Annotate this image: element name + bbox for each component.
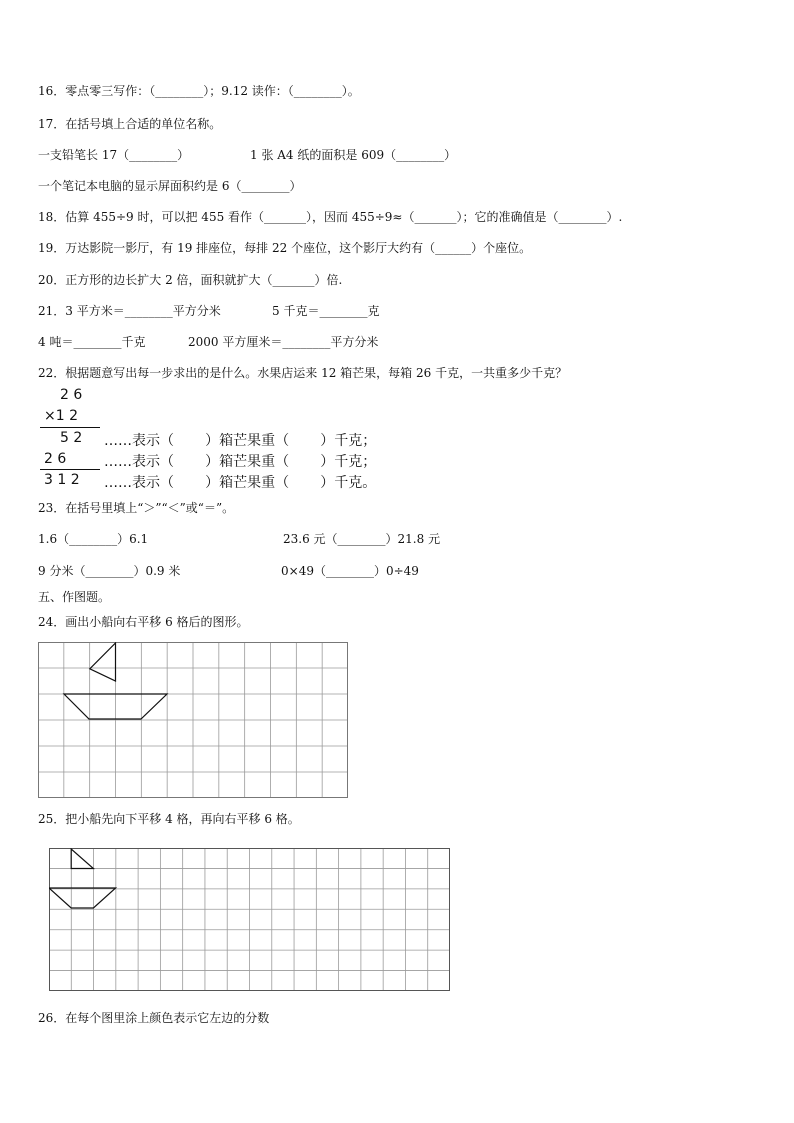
mul-rule-1 — [40, 427, 100, 428]
grid-q25-lines — [49, 848, 450, 991]
boat-sail — [71, 849, 93, 869]
q26: 26．在每个图里涂上颜色表示它左边的分数 — [38, 1011, 270, 1025]
boat-sail — [90, 643, 116, 681]
boat-hull — [49, 888, 116, 908]
q21d: 2000 平方厘米＝________平方分米 — [188, 335, 379, 349]
q21b: 5 千克＝________克 — [272, 304, 380, 318]
mul-partial-2: 2 6 — [44, 451, 67, 467]
q23b: 23.6 元（________）21.8 元 — [283, 532, 441, 546]
mul-partial-1: 5 2 — [60, 430, 83, 446]
mul-result: 3 1 2 — [44, 472, 80, 488]
q21a: 21．3 平方米＝________平方分米 — [38, 304, 221, 318]
q19: 19．万达影院一影厅，有 19 排座位，每排 22 个座位，这个影厅大约有（______）个座位。 — [38, 241, 532, 255]
q16: 16．零点零三写作：（________）；9.12 读作：（________）。 — [38, 84, 360, 98]
section-5-title: 五、作图题。 — [38, 590, 111, 604]
mul-explain-3: ……表示（ ）箱芒果重（ ）千克。 — [104, 475, 377, 491]
mul-explain-1: ……表示（ ）箱芒果重（ ）千克； — [104, 433, 377, 449]
q22: 22．根据题意写出每一步求出的是什么。水果店运来 12 箱芒果，每箱 26 千克，一共重多少千克？ — [38, 366, 568, 380]
q17c: 一个笔记本电脑的显示屏面积约是 6（________） — [38, 179, 302, 193]
q20: 20．正方形的边长扩大 2 倍，面积就扩大（_______）倍. — [38, 273, 343, 287]
boat-q25 — [49, 849, 116, 908]
q17: 17．在括号填上合适的单位名称。 — [38, 117, 222, 131]
q17b: 1 张 A4 纸的面积是 609（________） — [250, 148, 457, 162]
q25: 25．把小船先向下平移 4 格，再向右平移 6 格。 — [38, 812, 300, 826]
q23: 23．在括号里填上“＞”“＜”或“＝”。 — [38, 501, 235, 515]
q23c: 9 分米（________）0.9 米 — [38, 564, 181, 578]
q21c: 4 吨＝________千克 — [38, 335, 146, 349]
mul-explain-2: ……表示（ ）箱芒果重（ ）千克； — [104, 454, 377, 470]
grid-q24-lines — [38, 642, 348, 798]
q18: 18．估算 455÷9 时，可以把 455 看作（_______），因而 455÷9≈（_______）；它的准确值是（________）. — [38, 210, 623, 224]
grid-q24 — [38, 642, 349, 799]
mul-operator: ×1 2 — [44, 408, 78, 424]
q24: 24．画出小船向右平移 6 格后的图形。 — [38, 615, 249, 629]
q23a: 1.6（________）6.1 — [38, 532, 149, 546]
mul-top: 2 6 — [60, 387, 83, 403]
q17a: 一支铅笔长 17（________） — [38, 148, 190, 162]
vertical-multiplication — [38, 387, 508, 495]
q23d: 0×49（________）0÷49 — [281, 564, 419, 578]
mul-rule-2 — [40, 469, 100, 470]
grid-q25 — [49, 848, 451, 992]
